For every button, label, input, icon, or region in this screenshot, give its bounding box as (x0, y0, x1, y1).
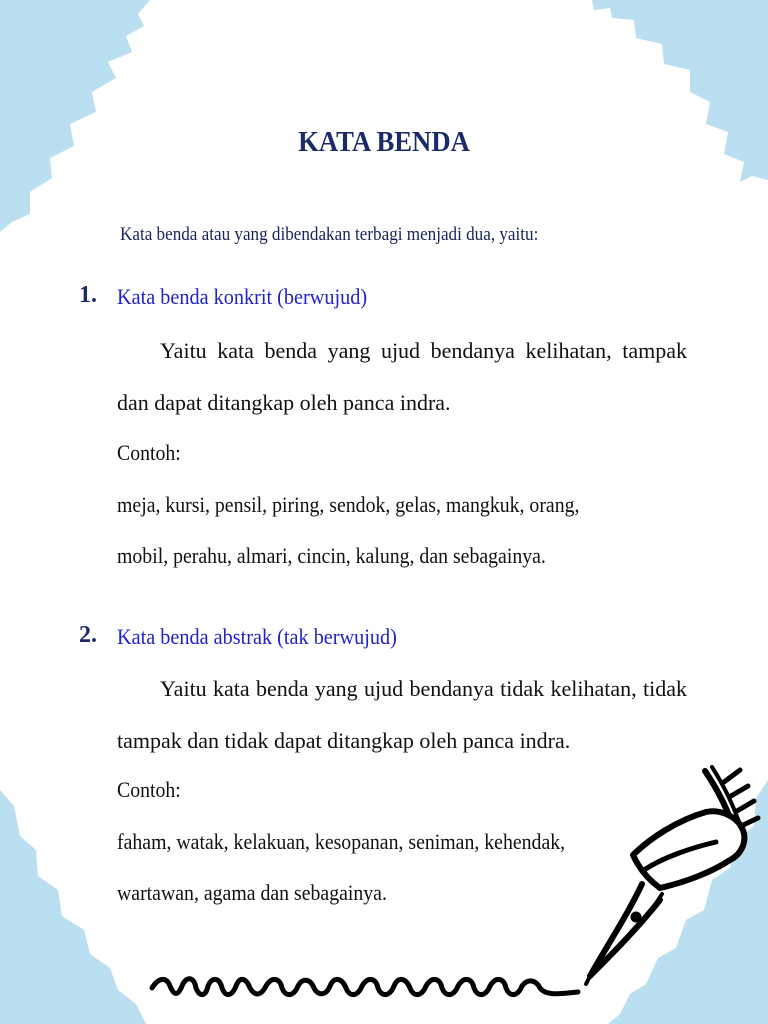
section-heading: Kata benda abstrak (tak berwujud) (117, 624, 397, 649)
example-list-line: faham, watak, kelakuan, kesopanan, seniman, kehendak, (117, 829, 566, 854)
section-number: 2. (79, 622, 97, 648)
page-title: KATA BENDA (298, 126, 470, 158)
section-heading: Kata benda konkrit (berwujud) (117, 284, 368, 309)
section-number: 1. (79, 282, 97, 308)
section-description: Yaitu kata benda yang ujud bendanya kelihatan, tampak dan dapat ditangkap oleh panca indra. (117, 338, 687, 415)
example-list-line: mobil, perahu, almari, cincin, kalung, dan sebagainya. (117, 543, 546, 568)
example-label: Contoh: (117, 777, 181, 802)
intro-text: Kata benda atau yang dibendakan terbagi menjadi dua, yaitu: (120, 224, 539, 245)
example-list-line: meja, kursi, pensil, piring, sendok, gelas, mangkuk, orang, (117, 492, 580, 517)
example-label: Contoh: (117, 440, 181, 465)
section-description: Yaitu kata benda yang ujud bendanya tidak kelihatan, tidak tampak dan tidak dapat ditangkap oleh panca indra. (117, 676, 687, 753)
example-list-line: wartawan, agama dan sebagainya. (117, 880, 387, 905)
